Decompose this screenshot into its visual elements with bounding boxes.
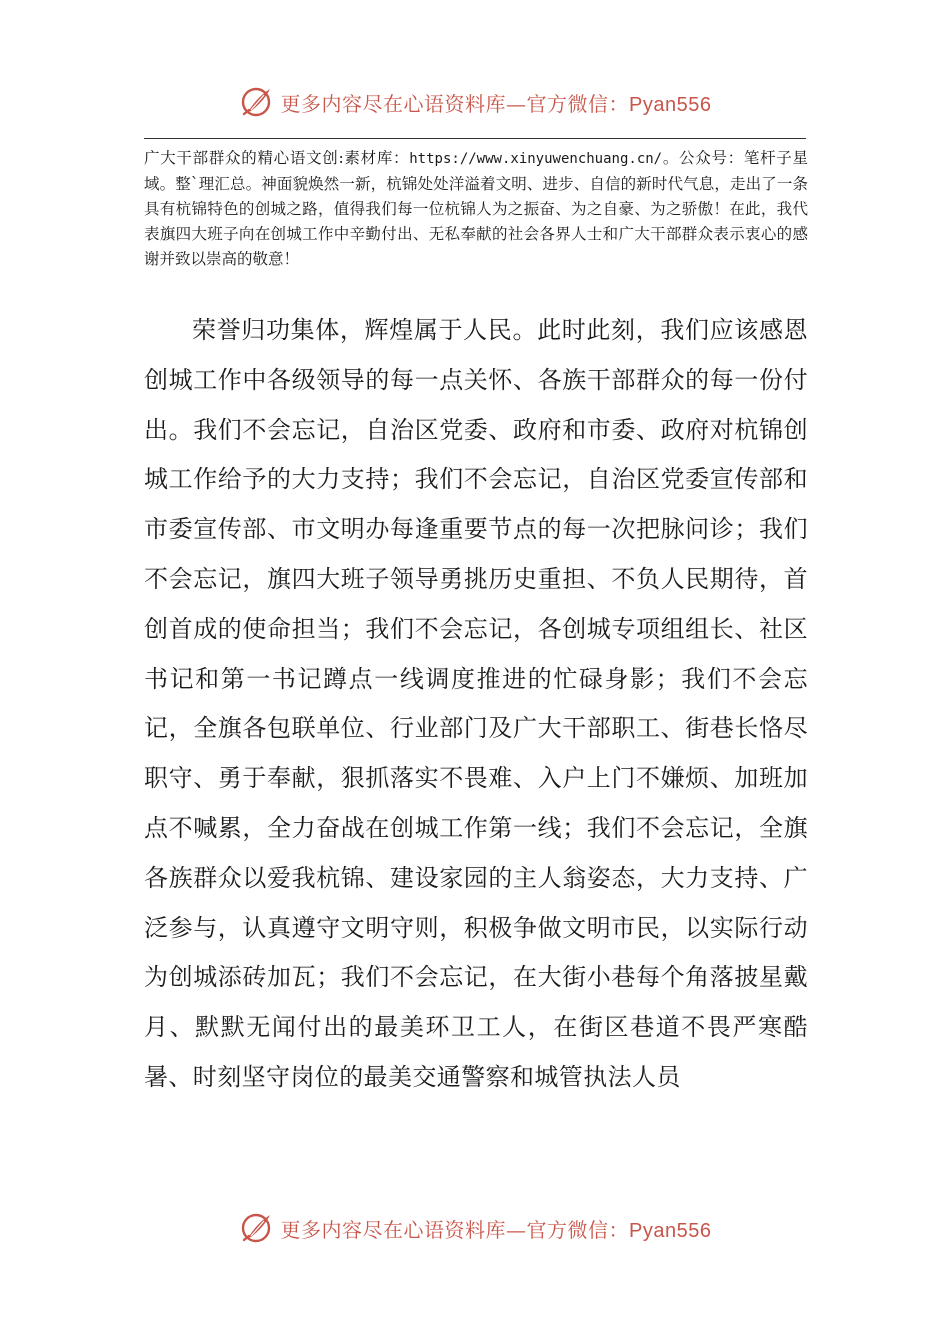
quill-pen-logo-icon [239, 1210, 275, 1246]
main-paragraph: 荣誉归功集体，辉煌属于人民。此时此刻，我们应该感恩创城工作中各级领导的每一点关怀、各族干部群众的每一份付出。我们不会忘记，自治区党委、政府和市委、政府对杭锦创城工作给予的大力支持；我们不会忘记，自治区党委宣传部和市委宣传部、市文明办每逢重要节点的每一次把脉问诊；我们不会忘记，旗四大班子领导勇挑历史重担、不负人民期待，首创首成的使命担当；我们不会忘记，各创城专项组组长、社区书记和第一书记蹲点一线调度推进的忙碌身影；我们不会忘记，全旗各包联单位、行业部门及广大干部职工、街巷长恪尽职守、勇于奉献，狠抓落实不畏难、入户上门不嫌烦、加班加点不喊累，全力奋战在创城工作第一线；我们不会忘记，全旗各族群众以爱我杭锦、建设家园的主人翁姿态，大力支持、广泛参与，认真遵守文明守则，积极争做文明市民，以实际行动为创城添砖加瓦；我们不会忘记，在大街小巷每个角落披星戴月、默默无闻付出的最美环卫工人，在街区巷道不畏严寒酷暑、时刻坚守岗位的最美交通警察和城管执法人员 [144, 316, 808, 1091]
intro-paragraph: 广大干部群众的精心语文创:素材库：https://www.xinyuwenchuang.cn/。公众号：笔杆子星域。整`理汇总。神面貌焕然一新，杭锦处处洋溢着文明、进步、自信的新时代气息，走出了一条具有杭锦特色的创城之路，值得我们每一位杭锦人为之振奋、为之自豪、为之骄傲！在此，我代表旗四大班子向在创城工作中辛勤付出、无私奉献的社会各界人士和广大干部群众表示衷心的感谢并致以崇高的敬意！ [144, 149, 808, 268]
header-wechat-id: Pyan556 [629, 93, 712, 116]
intro-url: https://www.xinyuwenchuang.cn/ [409, 151, 663, 167]
footer-banner [0, 1208, 950, 1248]
header-banner-text: 更多内容尽在心语资料库—官方微信：Pyan556 [280, 91, 712, 116]
header-banner [0, 82, 950, 122]
footer-banner-text: 更多内容尽在心语资料库—官方微信：Pyan556 [280, 1217, 712, 1242]
quill-pen-logo-icon [239, 84, 275, 120]
header-divider [144, 138, 806, 139]
footer-wechat-id: Pyan556 [629, 1219, 712, 1242]
